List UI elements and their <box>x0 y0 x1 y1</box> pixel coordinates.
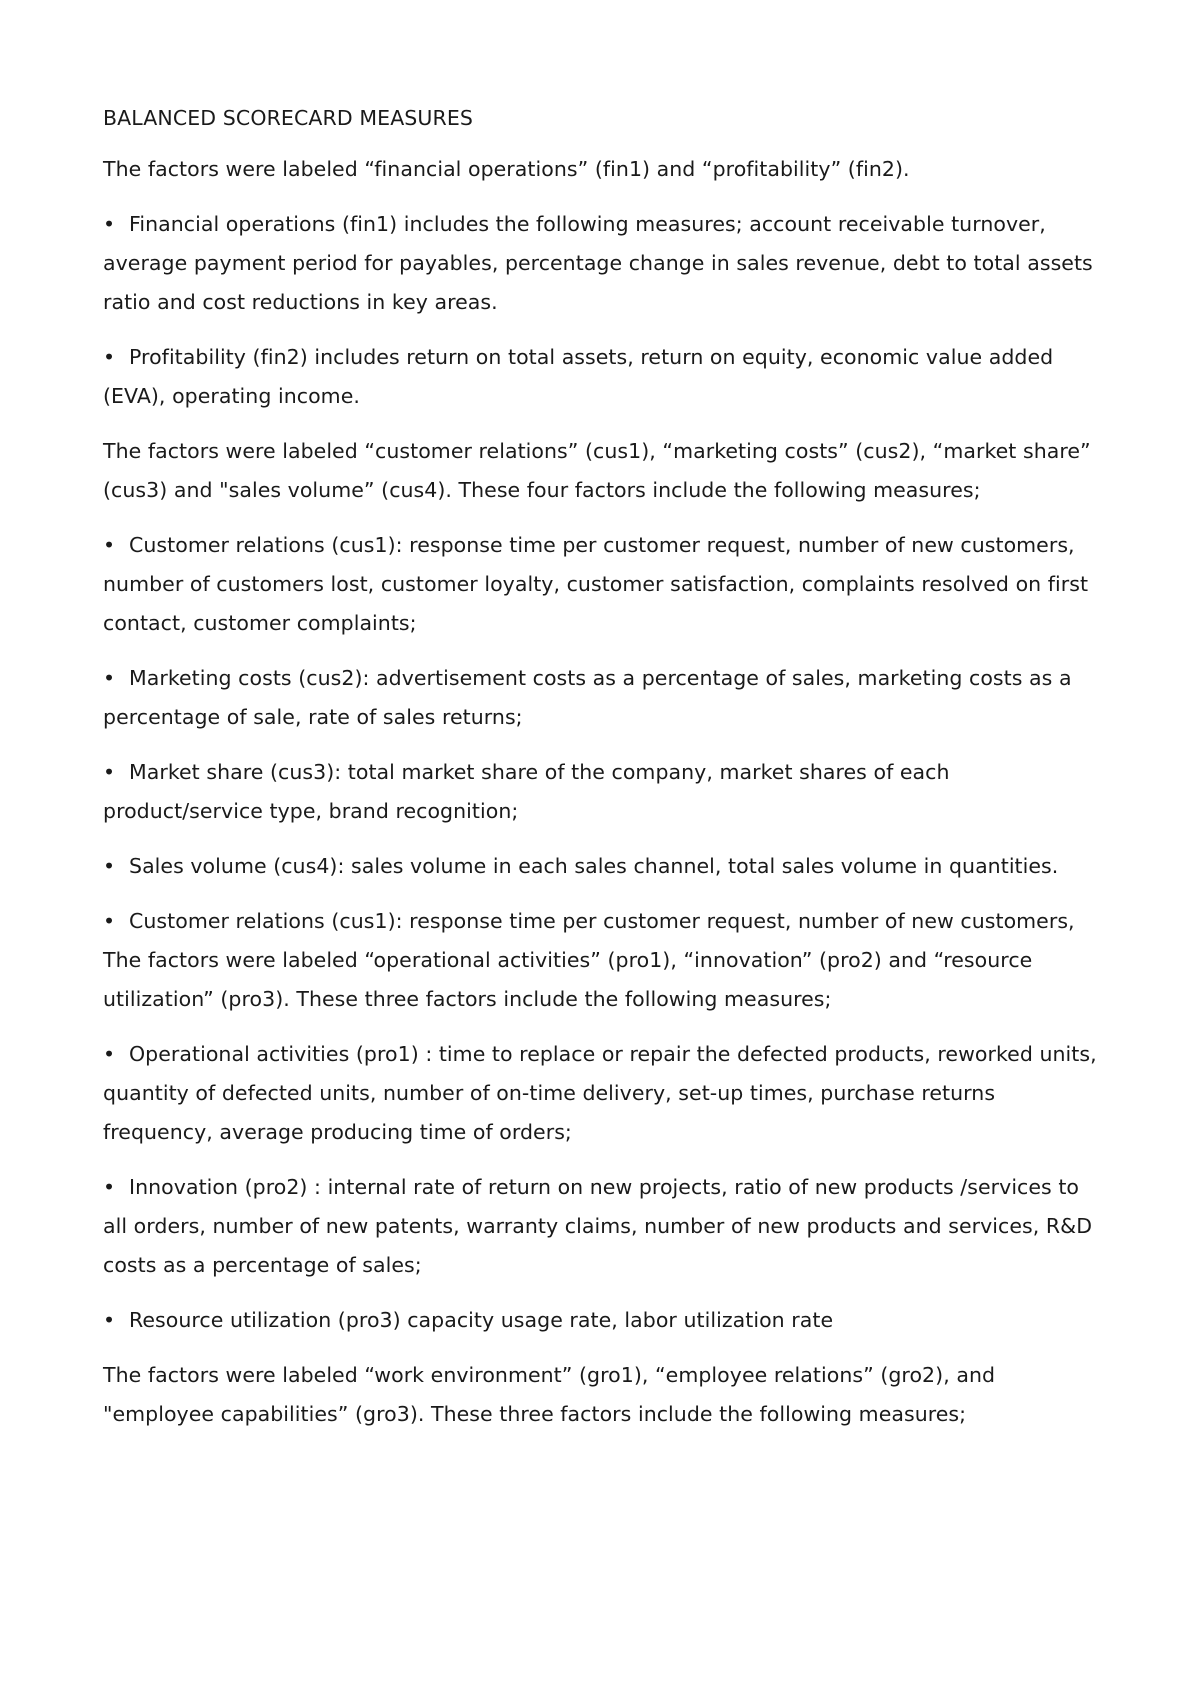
bullet-item-pro1 <box>103 1035 1100 1152</box>
bullet-item-cus1-repeat <box>103 902 1100 941</box>
bullet-text: Market share (cus3): total market share of the company, market shares of each product/service type, brand recognition; <box>103 760 950 823</box>
bullet-item-cus1 <box>103 526 1100 643</box>
bullet-text: Innovation (pro2) : internal rate of return on new projects, ratio of new products /services to all orders, number of new patents, warranty claims, number of new products and services, R&D costs as a percentage of sales; <box>103 1175 1093 1277</box>
bullet-item-cus4 <box>103 847 1100 886</box>
bullet-icon: • <box>103 854 116 878</box>
bullet-icon: • <box>103 1175 116 1199</box>
paragraph-text: The factors were labeled “operational activities” (pro1), “innovation” (pro2) and “resource utilization” (pro3). These three factors include the following measures; <box>103 948 1033 1011</box>
bullet-item-cus2 <box>103 659 1100 737</box>
paragraph-text: The factors were labeled “customer relations” (cus1), “marketing costs” (cus2), “market share” (cus3) and "sales volume” (cus4). These four factors include the following measures; <box>103 439 1091 502</box>
bullet-icon: • <box>103 1042 116 1066</box>
bullet-text: Sales volume (cus4): sales volume in each sales channel, total sales volume in quantities. <box>129 854 1059 878</box>
document-title: BALANCED SCORECARD MEASURES <box>103 106 474 130</box>
paragraph-text: The factors were labeled “work environment” (gro1), “employee relations” (gro2), and "employee capabilities” (gro3). These three factors include the following measures; <box>103 1363 996 1426</box>
bullet-item-pro3 <box>103 1301 1100 1340</box>
bullet-text: Profitability (fin2) includes return on total assets, return on equity, economic value added (EVA), operating income. <box>103 345 1054 408</box>
bullet-text: Financial operations (fin1) includes the following measures; account receivable turnover, average payment period for payables, percentage change in sales revenue, debt to total assets ratio and cost reductions in key areas. <box>103 212 1093 314</box>
bullet-icon: • <box>103 666 116 690</box>
bullet-item-cus3 <box>103 753 1100 831</box>
bullet-item-fin2 <box>103 338 1100 416</box>
bullet-item-pro2 <box>103 1168 1100 1285</box>
bullet-icon: • <box>103 909 116 933</box>
intro-paragraph-financial <box>103 150 1100 189</box>
bullet-icon: • <box>103 1308 116 1332</box>
bullet-text: Resource utilization (pro3) capacity usage rate, labor utilization rate <box>129 1308 834 1332</box>
bullet-icon: • <box>103 760 116 784</box>
intro-paragraph-process <box>103 941 1100 1019</box>
bullet-text: Customer relations (cus1): response time per customer request, number of new customers, <box>129 909 1075 933</box>
paragraph-text: The factors were labeled “financial operations” (fin1) and “profitability” (fin2). <box>103 157 910 181</box>
bullet-item-fin1 <box>103 205 1100 322</box>
bullet-icon: • <box>103 533 116 557</box>
bullet-icon: • <box>103 345 116 369</box>
bullet-text: Marketing costs (cus2): advertisement costs as a percentage of sales, marketing costs as a percentage of sale, rate of sales returns; <box>103 666 1072 729</box>
bullet-text: Operational activities (pro1) : time to replace or repair the defected products, reworked units, quantity of defected units, number of on-time delivery, set-up times, purchase returns frequency, average producing time of orders; <box>103 1042 1097 1144</box>
intro-paragraph-customer <box>103 432 1100 510</box>
intro-paragraph-growth <box>103 1356 1100 1434</box>
bullet-icon: • <box>103 212 116 236</box>
bullet-text: Customer relations (cus1): response time per customer request, number of new customers, number of customers lost, customer loyalty, customer satisfaction, complaints resolved on first contact, customer complaints; <box>103 533 1089 635</box>
